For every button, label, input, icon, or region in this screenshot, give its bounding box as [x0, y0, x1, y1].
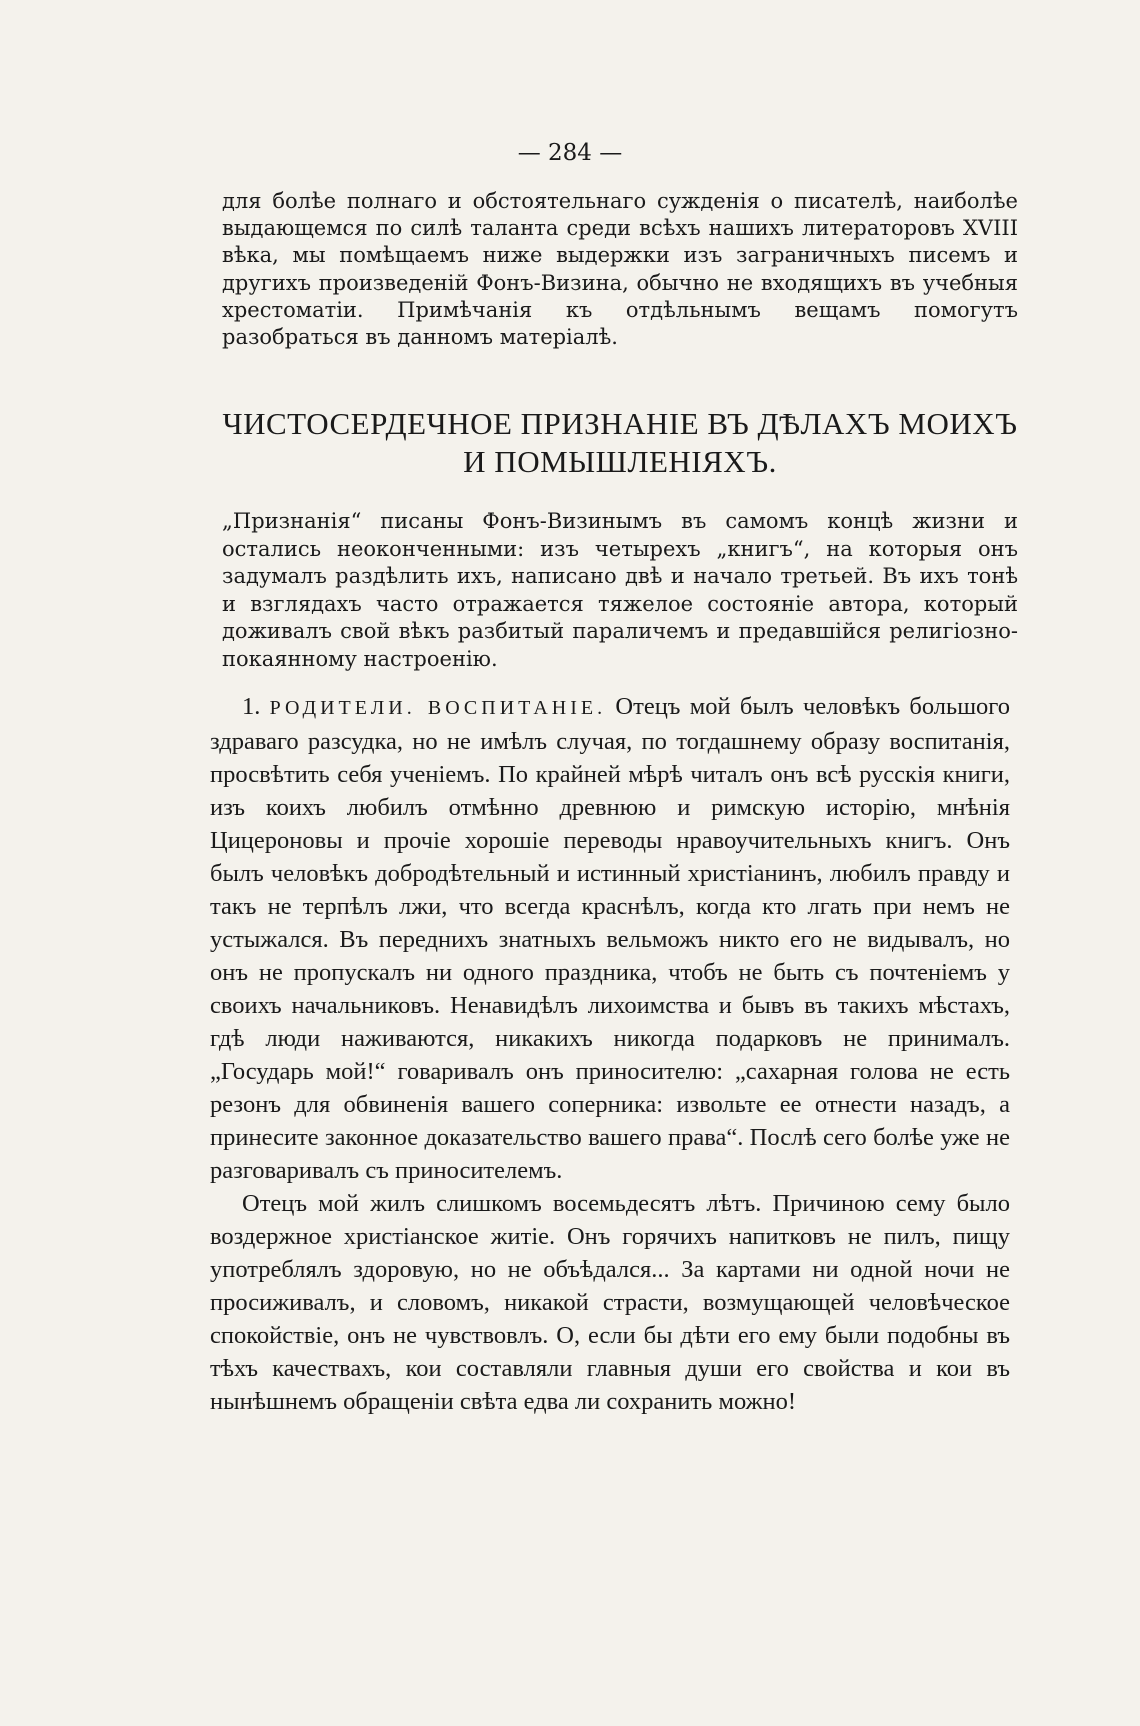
heading-line-2: И ПОМЫШЛЕНІЯХЪ.: [463, 444, 777, 479]
intro-paragraph: для болѣе полнаго и обстоятельнаго сужденія о писателѣ, наиболѣе выдающемся по силѣ таланта среди всѣхъ нашихъ литераторовъ XVIII вѣка, мы помѣщаемъ ниже выдержки изъ заграничныхъ писемъ и другихъ произведеній Фонъ-Визина, обычно не входящихъ въ учебныя хрестоматіи. Примѣчанія къ отдѣльнымъ вещамъ помогутъ разобраться въ данномъ матеріалѣ.: [222, 189, 1018, 350]
chapter-title: РОДИТЕЛИ. ВОСПИТАНІЕ.: [269, 697, 607, 719]
chapter-paragraph-2: Отецъ мой жилъ слишкомъ восемьдесятъ лѣтъ. Причиною сему было воздержное христіанское житіе. Онъ горячихъ напитковъ не пилъ, пищу употреблялъ здоровую, но не объѣдался... За картами ни одной ночи не просиживалъ, и словомъ, никакой страсти, возмущающей человѣческое спокойствіе, онъ не чувствовлъ. О, если бы дѣти его ему были подобны въ тѣхъ качествахъ, кои составляли главныя души его свойства и кои въ нынѣшнемъ обращеніи свѣта едва ли сохранить можно!: [210, 1190, 1010, 1415]
heading-line-1: ЧИСТОСЕРДЕЧНОЕ ПРИЗНАНІЕ ВЪ ДѢЛАХЪ МОИХЪ: [222, 406, 1018, 441]
chapter-number: 1.: [242, 693, 261, 720]
editorial-note: „Признанія“ писаны Фонъ-Визинымъ въ самомъ концѣ жизни и остались неоконченными: изъ четырехъ „книгъ“, на которыя онъ задумалъ раздѣлить ихъ, написано двѣ и начало третьей. Въ ихъ тонѣ и взглядахъ часто отражается тяжелое состояніе автора, который доживалъ свой вѣкъ разбитый параличемъ и предавшійся религіозно-покаянному настроенію.: [222, 509, 1018, 671]
chapter-paragraph-1-text: Отецъ мой былъ человѣкъ большого здраваго разсудка, но не имѣлъ случая, по тогдашнему образу воспитанія, просвѣтить себя ученіемъ. По крайней мѣрѣ читалъ онъ всѣ русскія книги, изъ коихъ любилъ отмѣнно древнюю и римскую исторію, мнѣнія Цицероновы и прочіе хорошіе переводы нравоучительныхъ книгъ. Онъ былъ человѣкъ добродѣтельный и истинный христіанинъ, любилъ правду и такъ не терпѣлъ лжи, что всегда краснѣлъ, когда кто лгать при немъ не устыжался. Въ переднихъ знатныхъ вельможъ никто его не видывалъ, но онъ не пропускалъ ни одного праздника, чтобъ не быть съ почтеніемъ у своихъ начальниковъ. Ненавидѣлъ лихоимства и бывъ въ такихъ мѣстахъ, гдѣ люди наживаются, никакихъ никогда подарковъ не принималъ. „Государь мой!“ говаривалъ онъ приносителю: „сахарная голова не есть резонъ для обвиненія вашего соперника: извольте ее отнести назадъ, а принесите законное доказательство вашего права“. Послѣ сего болѣе уже не разговаривалъ съ приносителемъ.: [210, 693, 1010, 1184]
section-heading: [200, 405, 1040, 481]
chapter-paragraph-1: [210, 690, 1010, 1187]
chapter-text: [210, 690, 1010, 1418]
page-number: — 284 —: [517, 140, 623, 166]
